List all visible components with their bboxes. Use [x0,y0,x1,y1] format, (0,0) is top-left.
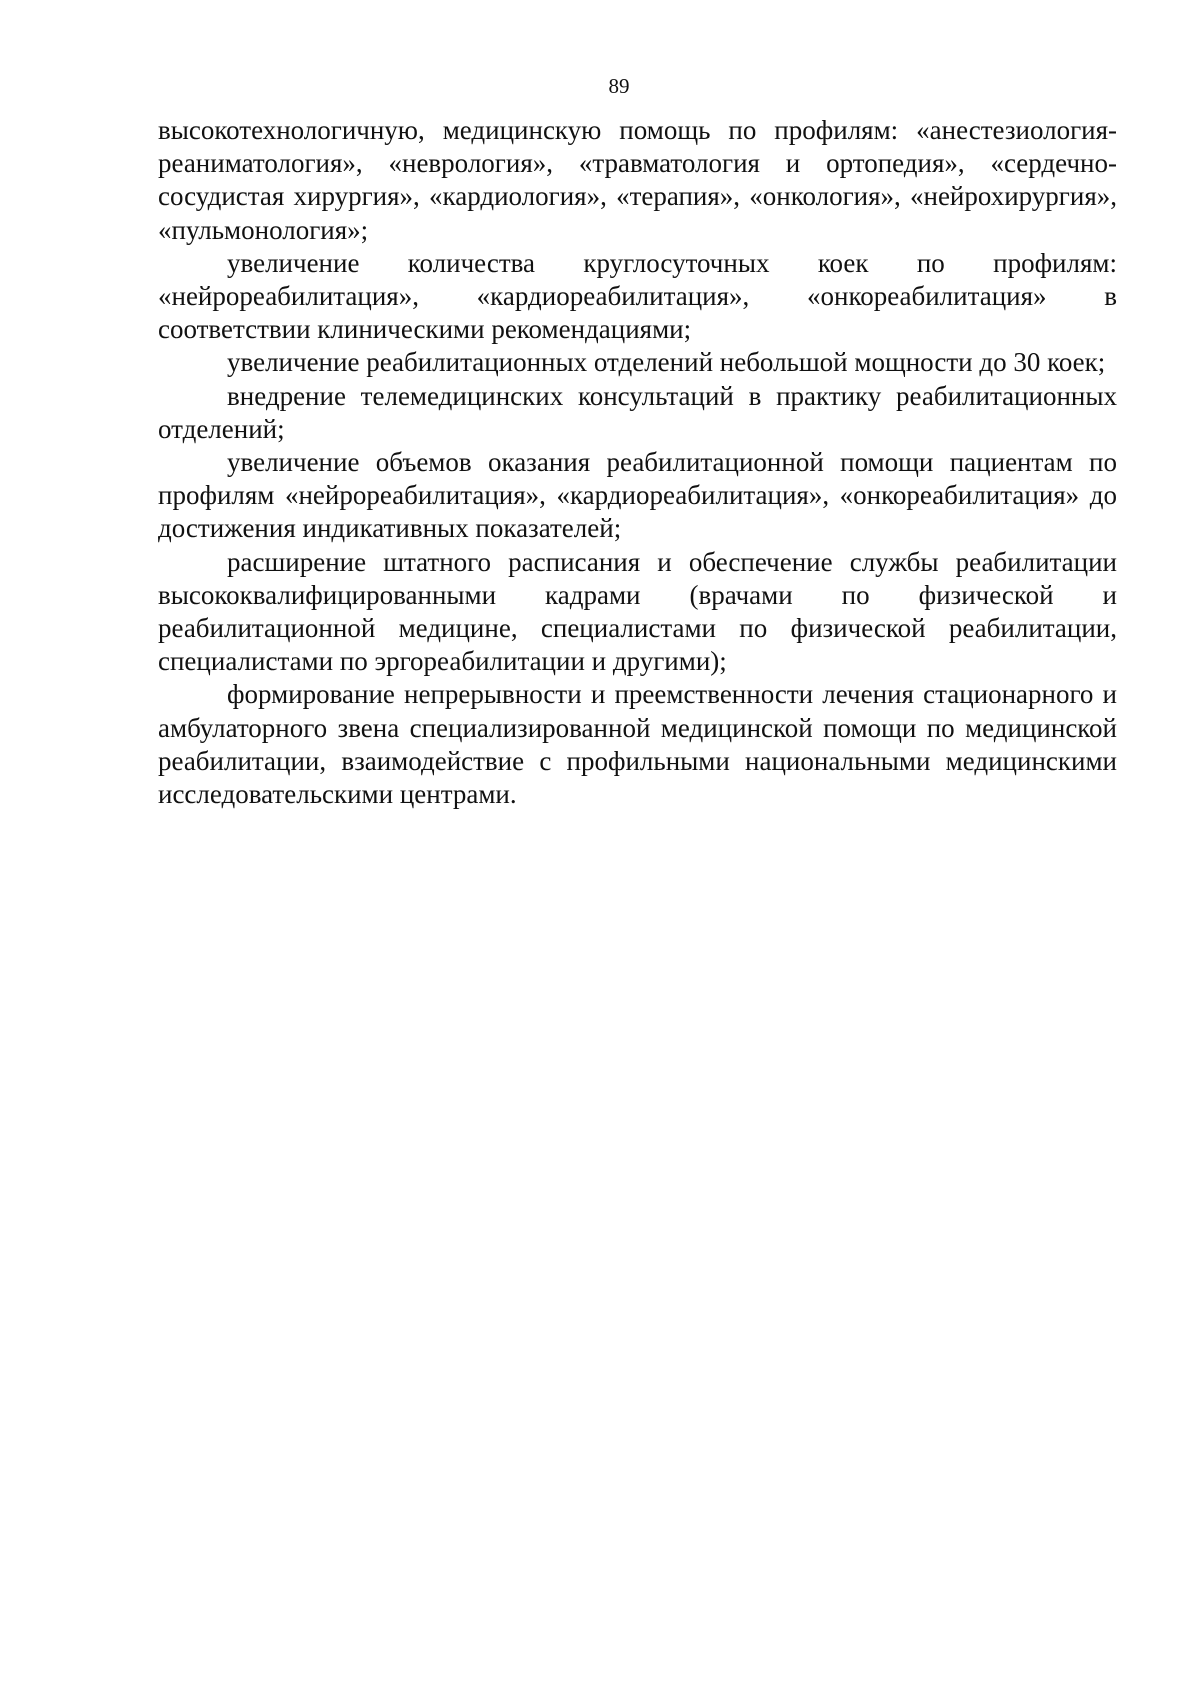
paragraph-small-departments: увеличение реабилитационных отделений небольшой мощности до 30 коек; [227,347,1106,378]
paragraph-care-volume: увеличение объемов оказания реабилитационной помощи пациентам по профилям «нейрореабилитация», «кардиореабилитация», «онкореабилитация» до достижения индикативных показателей; [158,447,1117,544]
page-number: 89 [608,74,630,98]
paragraph-staffing: расширение штатного расписания и обеспечение службы реабилитации высококвалифицированными кадрами (врачами по физической и реабилитационной медицине, специалистами по физической реабилитации, специалистами по эргореабилитации и другими); [158,546,1117,677]
paragraph-telemedicine: внедрение телемедицинских консультаций в практику реабилитационных отделений; [158,380,1117,444]
paragraph-continuity: формирование непрерывности и преемственности лечения стационарного и амбулаторного звена специализированной медицинской помощи по медицинской реабилитации, взаимодействие с профильными национальными медицинскими исследовательскими центрами. [158,679,1117,810]
document-body [158,114,1117,811]
paragraph-beds-increase: увеличение количества круглосуточных коек по профилям: «нейрореабилитация», «кардиореабилитация», «онкореабилитация» в соответствии клиническими рекомендациями; [158,247,1117,345]
paragraph-continuation: высокотехнологичную, медицинскую помощь по профилям: «анестезиология-реаниматология», «неврология», «травматология и ортопедия», «сердечно-сосудистая хирургия», «кардиология», «терапия», «онкология», «нейрохирургия», «пульмонология»; [158,115,1117,245]
